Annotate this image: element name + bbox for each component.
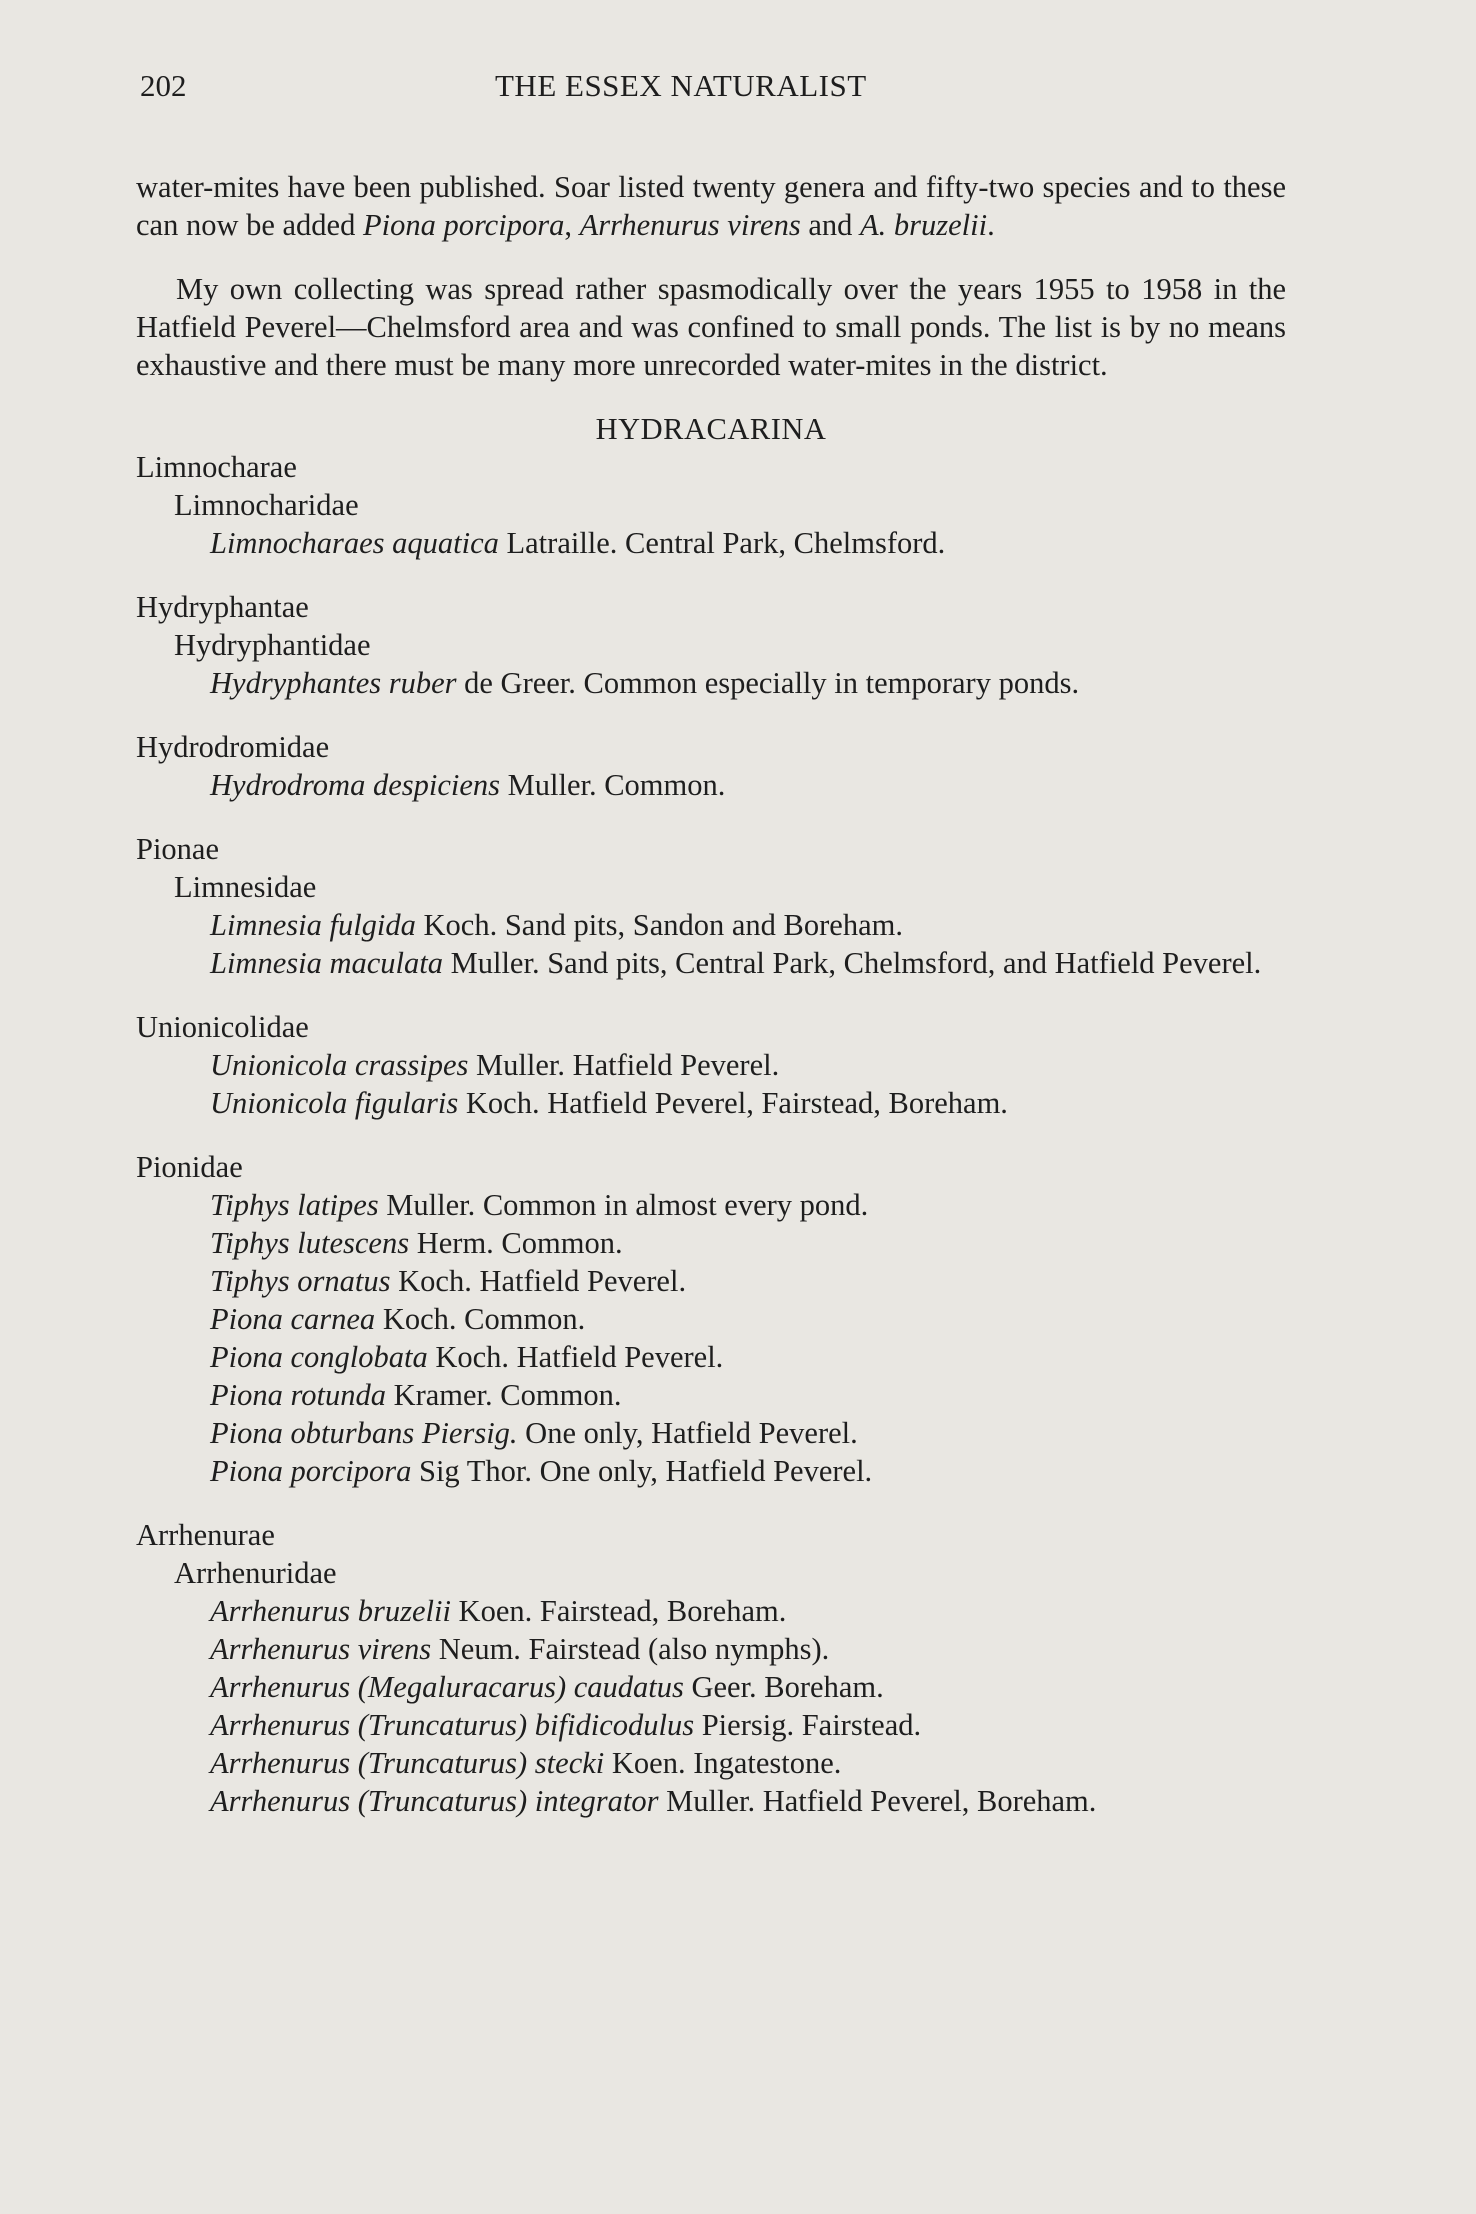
species-name: Piona conglobata — [210, 1340, 428, 1374]
species-name: Tiphys lutescens — [210, 1226, 410, 1260]
intro-paragraph-2: My own collecting was spread rather spasmodically over the years 1955 to 1958 in the Hatfield Peverel—Chelmsford area and was confined to small ponds. The list is by no means exhaustive and there must be many more unrecorded water-mites in the district. — [136, 272, 1286, 382]
species-name: Hydryphantes ruber — [210, 666, 457, 700]
species-entry — [136, 1300, 1286, 1338]
species-name: Limnesia maculata — [210, 946, 443, 980]
running-head: THE ESSEX NATURALIST — [495, 68, 867, 103]
species-name: Arrhenurus (Truncaturus) stecki — [210, 1746, 605, 1780]
species-entry — [136, 1744, 1286, 1782]
species-details: Koch. Common. — [375, 1302, 586, 1336]
species-name: Tiphys latipes — [210, 1188, 379, 1222]
order-heading: Pionae — [136, 832, 220, 866]
taxon-group — [136, 830, 1286, 982]
species-entry — [136, 1452, 1286, 1490]
species-details: Herm. Common. — [409, 1226, 623, 1260]
species-name: Unionicola crassipes — [210, 1048, 469, 1082]
species-name: Tiphys ornatus — [210, 1264, 391, 1298]
taxon-group — [136, 1008, 1286, 1122]
family-heading: Hydryphantidae — [174, 628, 371, 662]
species-details: Kramer. Common. — [385, 1378, 622, 1412]
body-text — [136, 168, 1286, 1820]
species-details: Muller. Sand pits, Central Park, Chelmsford, and Hatfield Peverel. — [442, 946, 1262, 980]
species-details: Koch. Hatfield Peverel. — [427, 1340, 724, 1374]
taxon-group — [136, 448, 1286, 562]
family-heading: Arrhenuridae — [174, 1556, 337, 1590]
species-name: Arrhenurus virens — [210, 1632, 432, 1666]
intro-paragraph-1: water-mites have been published. Soar listed twenty genera and fifty-two species and to these can now be added Piona porcipora, Arrhenurus virens and A. bruzelii. — [136, 170, 1286, 242]
family-heading: Limnocharidae — [174, 488, 359, 522]
family-heading: Limnesidae — [174, 870, 317, 904]
species-details: Koch. Hatfield Peverel. — [390, 1264, 687, 1298]
order-heading: Hydrodromidae — [136, 730, 330, 764]
taxon-group — [136, 588, 1286, 702]
species-details: Koch. Sand pits, Sandon and Boreham. — [415, 908, 903, 942]
species-entry — [136, 1592, 1286, 1630]
species-entry — [136, 1262, 1286, 1300]
species-details: de Greer. Common especially in temporary ponds. — [456, 666, 1080, 700]
species-name: Arrhenurus (Truncaturus) integrator — [210, 1784, 659, 1818]
species-entry — [136, 1706, 1286, 1744]
species-entry — [136, 1376, 1286, 1414]
section-title: HYDRACARINA — [595, 412, 827, 446]
taxon-group — [136, 728, 1286, 804]
species-entry — [136, 944, 1286, 982]
species-details: Sig Thor. One only, Hatfield Peverel. — [411, 1454, 873, 1488]
species-entry — [136, 1186, 1286, 1224]
species-entry — [136, 524, 1286, 562]
species-list — [136, 448, 1286, 1820]
species-name: Piona obturbans Piersig. — [210, 1416, 518, 1450]
page-number: 202 — [140, 68, 187, 103]
species-entry — [136, 1782, 1286, 1820]
species-name: Arrhenurus (Truncaturus) bifidicodulus — [210, 1708, 695, 1742]
species-name: Piona porcipora — [210, 1454, 412, 1488]
species-name: Piona rotunda — [210, 1378, 386, 1412]
species-name: Limnocharaes aquatica — [210, 526, 499, 560]
species-entry — [136, 766, 1286, 804]
species-entry — [136, 1630, 1286, 1668]
species-entry — [136, 1224, 1286, 1262]
order-heading: Arrhenurae — [136, 1518, 275, 1552]
species-details: Piersig. Fairstead. — [694, 1708, 922, 1742]
species-details: Muller. Hatfield Peverel, Boreham. — [658, 1784, 1097, 1818]
species-name: Piona carnea — [210, 1302, 376, 1336]
order-heading: Hydryphantae — [136, 590, 309, 624]
species-details: Koen. Fairstead, Boreham. — [450, 1594, 787, 1628]
species-entry — [136, 906, 1286, 944]
species-entry — [136, 1414, 1286, 1452]
order-heading: Pionidae — [136, 1150, 243, 1184]
species-details: Neum. Fairstead (also nymphs). — [431, 1632, 830, 1666]
taxon-group — [136, 1516, 1286, 1820]
order-heading: Unionicolidae — [136, 1010, 309, 1044]
species-name: Limnesia fulgida — [210, 908, 416, 942]
species-name: Arrhenurus (Megaluracarus) caudatus — [210, 1670, 684, 1704]
species-name: Hydrodroma despiciens — [210, 768, 500, 802]
species-entry — [136, 1668, 1286, 1706]
species-details: Muller. Common in almost every pond. — [378, 1188, 869, 1222]
species-details: Muller. Common. — [500, 768, 726, 802]
species-entry — [136, 1046, 1286, 1084]
species-name: Unionicola figularis — [210, 1086, 459, 1120]
species-entry — [136, 1084, 1286, 1122]
order-heading: Limnocharae — [136, 450, 297, 484]
species-details: Koen. Ingatestone. — [604, 1746, 842, 1780]
species-details: Latraille. Central Park, Chelmsford. — [498, 526, 946, 560]
species-entry — [136, 664, 1286, 702]
taxon-group — [136, 1148, 1286, 1490]
species-entry — [136, 1338, 1286, 1376]
species-details: One only, Hatfield Peverel. — [517, 1416, 858, 1450]
species-name: Arrhenurus bruzelii — [210, 1594, 451, 1628]
species-details: Muller. Hatfield Peverel. — [468, 1048, 780, 1082]
species-details: Geer. Boreham. — [683, 1670, 884, 1704]
species-details: Koch. Hatfield Peverel, Fairstead, Boreham. — [458, 1086, 1008, 1120]
